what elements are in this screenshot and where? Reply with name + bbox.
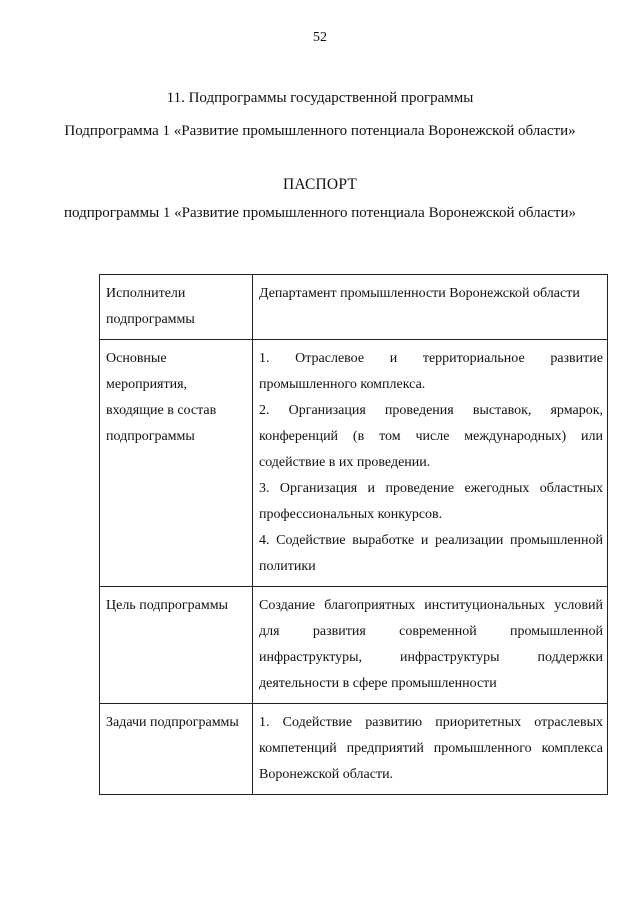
page-number: 52 (313, 30, 327, 45)
row-label: Цель подпрограммы (100, 587, 253, 704)
row-value (253, 704, 608, 795)
row-paragraph: 2. Организация проведения выставок, ярмарок, конференций (в том числе международных) или содействие в их проведении. (259, 403, 603, 470)
table-row-tasks (100, 704, 608, 795)
row-label: Основные мероприятия, входящие в состав подпрограммы (100, 340, 253, 587)
table-row-goal (100, 587, 608, 704)
section-title: 11. Подпрограммы государственной программы (166, 90, 474, 106)
table-row-executors (100, 275, 608, 340)
row-value (253, 587, 608, 704)
table-row-main-activities (100, 340, 608, 587)
row-paragraph: 1. Содействие развитию приоритетных отраслевых компетенций предприятий промышленного комплекса Воронежской области. (259, 715, 603, 782)
row-paragraph: Департамент промышленности Воронежской области (259, 286, 580, 301)
row-label: Исполнители подпрограммы (100, 275, 253, 340)
row-value (253, 340, 608, 587)
passport-title: ПАСПОРТ (282, 176, 358, 193)
row-paragraph: 4. Содействие выработке и реализации промышленной политики (259, 533, 603, 574)
row-paragraph: 1. Отраслевое и территориальное развитие промышленного комплекса. (259, 351, 603, 392)
subprogram-title: Подпрограмма 1 «Развитие промышленного потенциала Воронежской области» (64, 123, 576, 139)
passport-subtitle: подпрограммы 1 «Развитие промышленного потенциала Воронежской области» (64, 205, 576, 221)
passport-table (99, 274, 608, 795)
row-value (253, 275, 608, 340)
row-paragraph: 3. Организация и проведение ежегодных областных профессиональных конкурсов. (259, 481, 603, 522)
row-paragraph: Создание благоприятных институциональных условий для развития современной промышленной инфраструктуры, инфраструктуры поддержки деятельности в сфере промышленности (259, 598, 603, 691)
row-label: Задачи подпрограммы (100, 704, 253, 795)
